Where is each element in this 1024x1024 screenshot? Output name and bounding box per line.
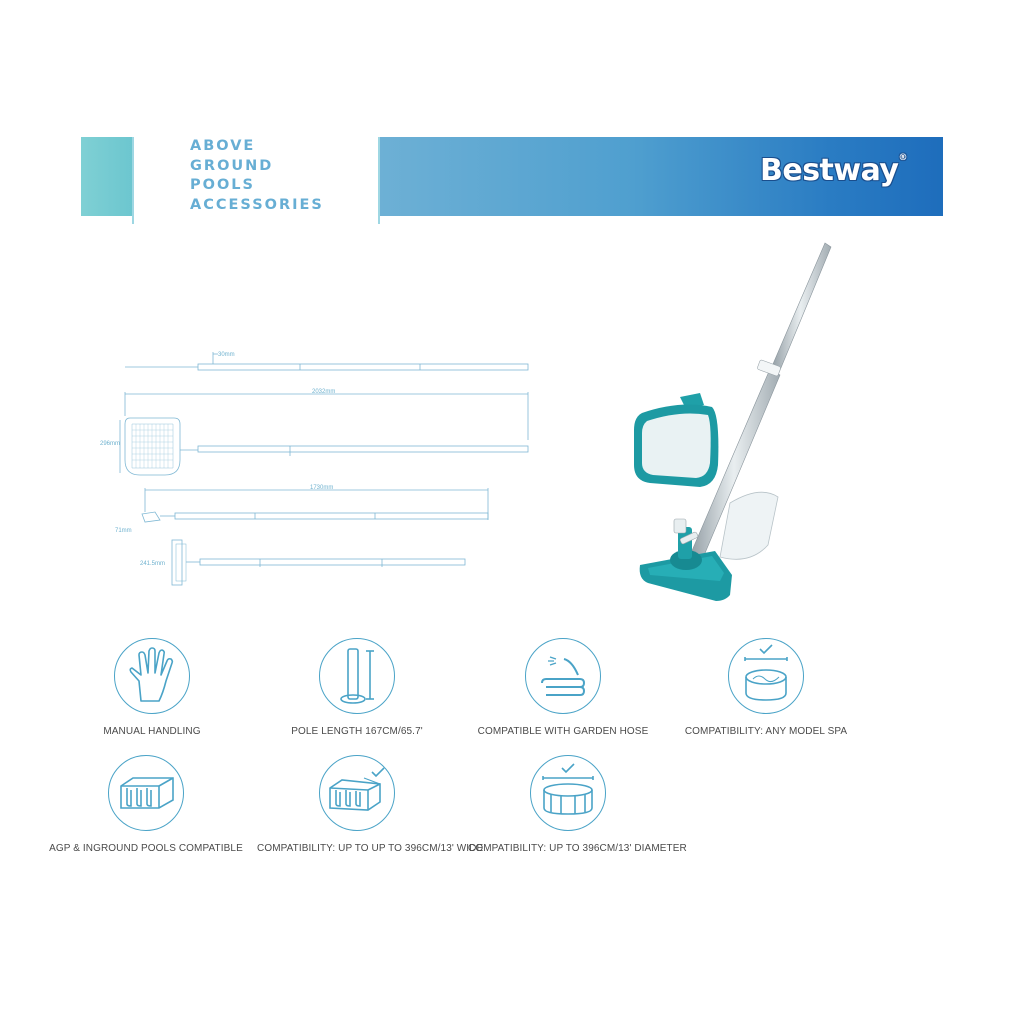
skimmer-drawing <box>100 389 528 475</box>
feature-icon-circle <box>319 755 395 831</box>
frame-pool-check-icon <box>320 756 394 830</box>
spa-icon <box>729 639 803 713</box>
feature-manual-handling <box>52 638 252 737</box>
vacuum-net <box>720 492 778 559</box>
dim-label: 1730mm <box>310 485 334 491</box>
brand-registered-mark: ® <box>898 153 907 163</box>
header-accent-block <box>81 137 133 216</box>
dim-label: 296mm <box>100 441 121 447</box>
feature-icon-circle <box>319 638 395 714</box>
title-line: ABOVE <box>190 138 256 154</box>
feature-pole-length <box>257 638 457 737</box>
header-banner <box>380 137 943 216</box>
feature-label: COMPATIBILITY: ANY MODEL SPA <box>684 726 848 737</box>
feature-icon-circle <box>525 638 601 714</box>
feature-label: AGP & INGROUND POOLS COMPATIBLE <box>49 843 243 854</box>
dim-label: 30mm <box>218 352 235 358</box>
dimension-drawing <box>100 340 540 600</box>
title-line: POOLS <box>190 177 255 193</box>
feature-label: COMPATIBILITY: UP TO UP TO 396CM/13' WIDE <box>257 843 484 854</box>
feature-icon-circle <box>530 755 606 831</box>
hand-icon <box>115 639 189 713</box>
vacuum-drawing <box>115 485 488 534</box>
title-line: GROUND <box>190 157 274 174</box>
pole-drawing <box>125 352 528 370</box>
brand-name: Bestway <box>759 153 899 188</box>
feature-label: COMPATIBILITY: UP TO 396CM/13' DIAMETER <box>468 843 687 854</box>
product-image <box>620 235 840 615</box>
header-divider <box>132 137 134 224</box>
feature-spa <box>666 638 866 737</box>
feature-icon-circle <box>108 755 184 831</box>
feature-label: POLE LENGTH 167CM/65.7' <box>291 726 423 737</box>
dim-label: 71mm <box>115 528 132 534</box>
feature-icon-circle <box>728 638 804 714</box>
garden-hose-icon <box>526 639 600 713</box>
vacuum-head <box>640 519 732 601</box>
dim-label: 2032mm <box>312 389 336 395</box>
page-title <box>190 137 360 215</box>
feature-agp-inground <box>46 755 246 854</box>
feature-label: COMPATIBLE WITH GARDEN HOSE <box>477 726 649 737</box>
feature-garden-hose <box>463 638 663 737</box>
pole-length-icon <box>320 639 394 713</box>
frame-pool-icon <box>109 756 183 830</box>
feature-width-compat <box>257 755 484 854</box>
feature-icon-circle <box>114 638 190 714</box>
vacuum-head-drawing <box>140 540 465 585</box>
dim-label: 241.5mm <box>140 561 166 567</box>
feature-diameter-compat <box>468 755 687 854</box>
round-pool-check-icon <box>531 756 605 830</box>
title-line: ACCESSORIES <box>190 196 324 213</box>
brand-logo <box>760 153 907 188</box>
feature-label: MANUAL HANDLING <box>103 726 201 737</box>
leaf-skimmer <box>634 393 718 487</box>
